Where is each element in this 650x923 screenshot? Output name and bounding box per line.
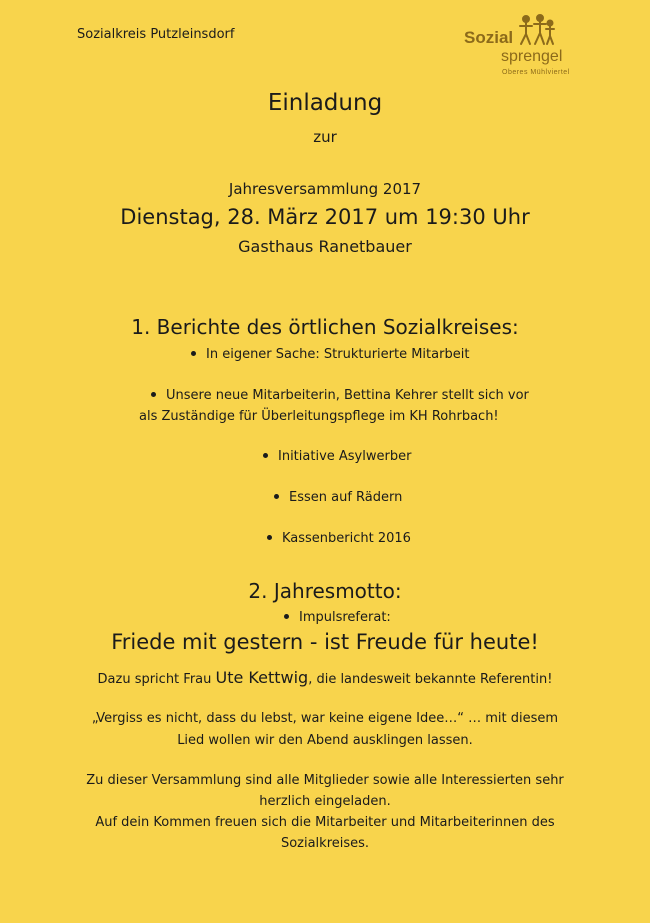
list-item	[274, 490, 402, 505]
sozialsprengel-logo	[464, 14, 584, 84]
logo-text-sprengel: sprengel	[501, 48, 563, 65]
list-item	[284, 610, 391, 625]
list-item	[263, 449, 411, 464]
meeting-date: Dienstag, 28. März 2017 um 19:30 Uhr	[120, 205, 530, 229]
section-heading-motto: 2. Jahresmotto:	[248, 579, 402, 603]
organization-name: Sozialkreis Putzleinsdorf	[77, 27, 235, 42]
song-quote-line: Lied wollen wir den Abend ausklingen lassen.	[177, 733, 473, 748]
invitation-title: Einladung	[267, 90, 383, 116]
closing-line: herzlich eingeladen.	[259, 794, 391, 809]
bullet-icon	[191, 351, 196, 356]
invitation-zur: zur	[313, 128, 337, 146]
bullet-icon	[151, 392, 156, 397]
bullet-icon	[274, 494, 279, 499]
motto-text: Friede mit gestern - ist Freude für heute!	[111, 630, 539, 654]
list-item-text: In eigener Sache: Strukturierte Mitarbeit	[206, 347, 470, 362]
bullet-icon	[267, 535, 272, 540]
list-item-text: Kassenbericht 2016	[282, 531, 411, 546]
list-item-continuation: als Zuständige für Überleitungspflege im KH Rohrbach!	[139, 409, 499, 424]
list-item	[191, 347, 469, 362]
speaker-pre: Dazu spricht Frau	[97, 672, 216, 687]
list-item	[151, 388, 529, 403]
closing-line: Zu dieser Versammlung sind alle Mitglieder sowie alle Interessierten sehr	[86, 773, 564, 788]
meeting-venue: Gasthaus Ranetbauer	[238, 237, 412, 256]
logo-text-sozial: Sozial	[464, 28, 514, 47]
list-item-text: Impulsreferat:	[299, 610, 391, 625]
closing-line: Auf dein Kommen freuen sich die Mitarbeiter und Mitarbeiterinnen des	[95, 815, 555, 830]
song-quote-line: „Vergiss es nicht, dass du lebst, war keine eigene Idee…“ … mit diesem	[91, 711, 559, 726]
meeting-name: Jahresversammlung 2017	[228, 180, 422, 198]
bullet-icon	[284, 614, 289, 619]
section-heading-reports: 1. Berichte des örtlichen Sozialkreises:	[131, 315, 519, 339]
logo-text-region: Oberes Mühlviertel	[502, 69, 570, 76]
bullet-icon	[263, 453, 268, 458]
speaker-post: , die landesweit bekannte Referentin!	[308, 672, 553, 687]
closing-line: Sozialkreises.	[280, 836, 370, 851]
speaker-name: Ute Kettwig	[215, 668, 309, 687]
list-item-text: Unsere neue Mitarbeiterin, Bettina Kehrer stellt sich vor	[166, 388, 529, 403]
list-item-text: Initiative Asylwerber	[278, 449, 412, 464]
list-item	[267, 531, 411, 546]
speaker-line	[0, 668, 650, 687]
list-item-text: Essen auf Rädern	[289, 490, 403, 505]
